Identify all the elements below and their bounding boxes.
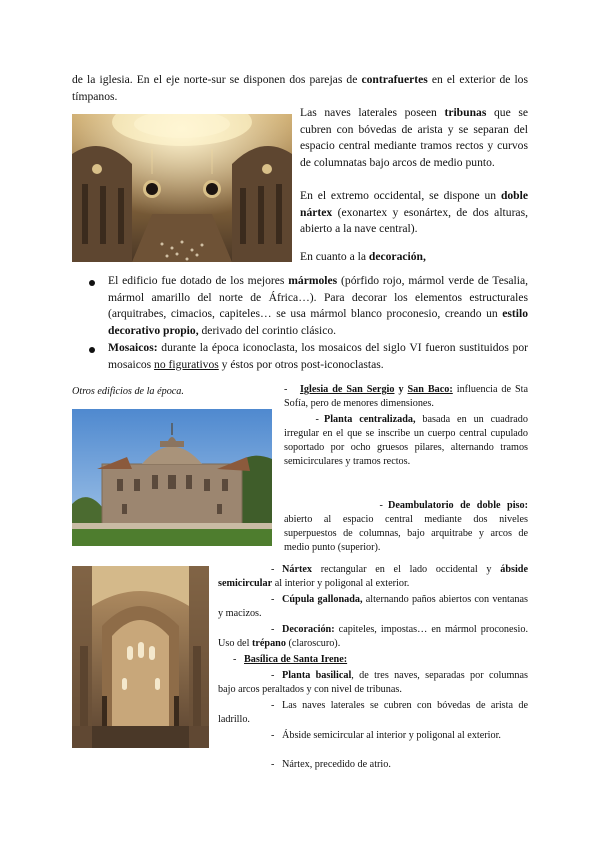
sergio-deco-c: capiteles, impostas… en mármol proconesio. Uso del xyxy=(218,624,528,650)
sergio-title-b: San Baco: xyxy=(407,384,453,395)
intro-text-1: de la iglesia. En el eje norte-sur se disponen dos parejas de xyxy=(72,73,362,86)
nartex-bold: doble nártex xyxy=(300,189,528,219)
sergio-title-y: y xyxy=(394,384,408,395)
dash-marker: - xyxy=(270,594,282,605)
dash-marker: - xyxy=(270,670,282,681)
bullet-marker-2 xyxy=(89,347,95,353)
intro-text-2: en el exterior de los xyxy=(427,73,528,86)
san-sergio-interior-photo xyxy=(72,566,209,748)
sergio-planta-c: basada en un cuadrado irregular en el que se inscribe un cuerpo central cupulado soportado por ocho gruesos pilares, alternando tramos semicirculares y tramos rectos. xyxy=(284,414,528,468)
sergio-deamb-b: Deambulatorio de doble piso: xyxy=(388,500,528,511)
sergio-deamb-c: abierto al espacio central mediante dos niveles superpuestos de columnas, bajo arquitrabe y arcos de medio punto (superior). xyxy=(284,514,528,554)
dash-marker: - xyxy=(270,700,282,711)
b2-bold-mosaicos: Mosaicos: xyxy=(108,341,158,354)
irene-nartex xyxy=(218,758,528,772)
sergio-deambulatorio xyxy=(284,499,528,555)
b2-text-2: y éstos por otros post-iconoclastas. xyxy=(218,357,384,371)
b1-text-1: El edificio fue dotado de los mejores xyxy=(108,274,289,287)
irene-planta-b: Planta basilical xyxy=(282,670,352,681)
irene-naves-text: Las naves laterales se cubren con bóvedas de arista de ladrillo. xyxy=(218,700,528,726)
nartex-paragraph xyxy=(300,188,528,238)
san-sergio-exterior-photo xyxy=(72,409,272,546)
sergio-nartex-e: al interior y poligonal al exterior. xyxy=(272,578,410,590)
sergio-nartex-b: Nártex xyxy=(282,564,312,575)
dash-marker: - xyxy=(379,500,388,511)
sergio-deco-d: trépano xyxy=(251,638,286,650)
irene-naves xyxy=(218,699,528,727)
decoracion-intro xyxy=(300,249,528,266)
dash-marker: - xyxy=(270,759,282,770)
nartex-text-2: (exonartex y esonártex, de dos alturas, abierto a la nave central). xyxy=(300,205,528,236)
sergio-nartex-c: rectangular en el lado occidental y xyxy=(311,564,501,575)
irene-planta xyxy=(218,669,528,697)
irene-abside xyxy=(218,729,528,743)
sergio-nartex xyxy=(218,563,528,591)
dash-marker: - xyxy=(284,384,288,395)
sergio-title-c: influencia de Sta Sofía, pero de menores dimensiones. xyxy=(284,384,529,410)
dash-marker: - xyxy=(315,414,324,425)
sergio-cupula xyxy=(218,593,528,621)
irene-abside-text: Ábside semicircular al interior y poligonal al exterior. xyxy=(282,730,501,741)
naves-paragraph xyxy=(300,105,528,171)
hagia-sophia-interior-photo xyxy=(72,114,292,262)
dash-marker: - xyxy=(270,564,282,575)
sergio-deco-b: Decoración: xyxy=(282,624,335,635)
irene-nartex-text: Nártex, precedido de atrio. xyxy=(282,759,391,770)
irene-title-line xyxy=(218,653,528,667)
sergio-cupula-b: Cúpula gallonada, xyxy=(282,594,363,605)
intro-bold-contrafuertes: contrafuertes xyxy=(361,73,428,86)
naves-text-2: que se cubren con bóvedas de arista y se separan del espacio central mediante tramos rectos y curvos de columnatas bajo arcos de medio punto. xyxy=(300,106,528,169)
irene-planta-c: , de tres naves, separadas por columnas bajo arcos peraltados y con nivel de tribunas. xyxy=(218,670,528,696)
sergio-cupula-c: alternando paños abiertos con ventanas y macizos. xyxy=(218,594,528,620)
sergio-decoracion xyxy=(218,623,528,651)
intro-text-3: tímpanos. xyxy=(72,89,118,103)
sergio-planta xyxy=(284,413,528,469)
sergio-title-a: Iglesia de San Sergio xyxy=(299,384,395,395)
naves-bold-tribunas: tribunas xyxy=(444,106,487,119)
decoracion-text: En cuanto a la xyxy=(300,250,369,263)
bullet-mosaicos xyxy=(108,340,528,373)
b1-text-3: derivado del corintio clásico. xyxy=(198,323,337,337)
dash-marker: - xyxy=(270,624,282,635)
dash-marker: - xyxy=(270,730,282,741)
sergio-title-line xyxy=(284,383,528,411)
bullet-marker-1 xyxy=(89,280,95,286)
irene-title: Basílica de Santa Irene: xyxy=(244,654,348,665)
b2-underline-no-figurativos: no figurativos xyxy=(154,357,219,371)
sergio-deco-e: (claroscuro). xyxy=(285,638,341,650)
b1-bold-marmoles: mármoles xyxy=(288,274,338,287)
decoracion-bold: decoración, xyxy=(368,250,426,263)
intro-paragraph xyxy=(72,72,528,105)
otros-edificios-heading: Otros edificios de la época. xyxy=(72,386,184,397)
sergio-nartex-d: ábside semicircular xyxy=(218,564,528,590)
bullet-marmoles xyxy=(108,273,528,339)
sergio-planta-b: Planta centralizada, xyxy=(324,414,416,425)
b1-text-2: (pórfido rojo, mármol verde de Tesalia, mármol amarillo del norte de África…). Para decorar los elementos estructurales (arquitrabes, cimacios, capiteles… se usa mármol blanco proconesio, creando un xyxy=(108,274,528,321)
b1-bold-estilo: estilo decorativo propio, xyxy=(108,307,528,337)
dash-marker: - xyxy=(232,654,244,665)
b2-text-1: durante la época iconoclasta, los mosaicos del siglo VI fueron sustituidos por mosaicos xyxy=(108,341,528,371)
nartex-text-1: En el extremo occidental, se dispone un xyxy=(300,189,501,202)
naves-text-1: Las naves laterales poseen xyxy=(300,106,445,119)
